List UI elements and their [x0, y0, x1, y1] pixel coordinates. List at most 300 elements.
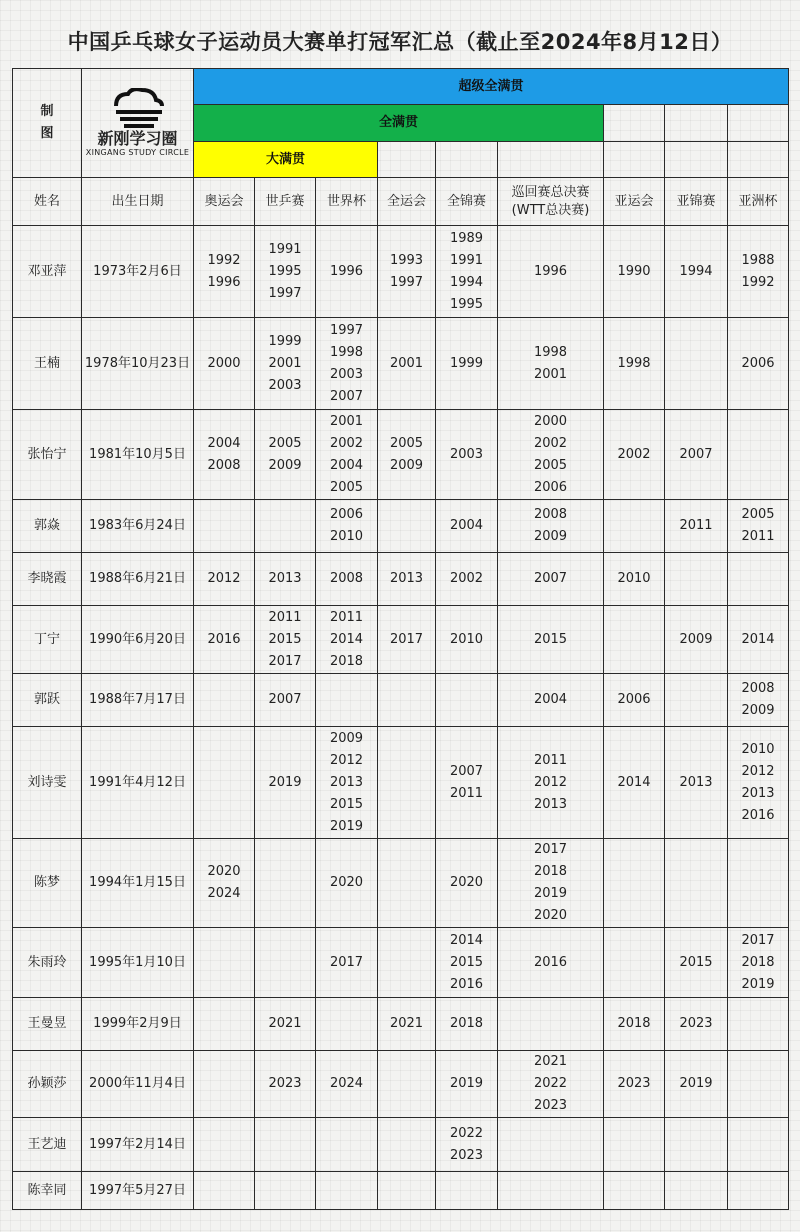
table-row: [13, 839, 789, 928]
title-years-cell: [255, 839, 316, 928]
title-years-cell: [665, 674, 728, 727]
title-years-cell: [436, 674, 498, 727]
title-year: 2010: [617, 571, 651, 586]
title-year: 2007: [679, 446, 713, 462]
title-years-cell: [604, 606, 665, 674]
title-year: 2005: [533, 457, 568, 473]
title-years-cell: [194, 553, 255, 606]
title-years-cell: [378, 1118, 436, 1172]
title-years-cell: [498, 674, 604, 727]
title-year: 1989: [449, 230, 484, 246]
title-year: 2007: [268, 692, 302, 707]
title-year: 2015: [679, 954, 713, 970]
title-year: 2017: [329, 954, 364, 970]
title-year: 2009: [679, 631, 713, 647]
title-year: 1997: [389, 274, 424, 290]
title-years-cell: [436, 318, 498, 410]
title-year: 2013: [679, 774, 713, 790]
title-year: 2011: [679, 518, 713, 533]
title-year: 2007: [329, 388, 364, 404]
table-row: [13, 606, 789, 674]
title-year: 2013: [268, 571, 302, 586]
title-years-cell: [498, 606, 604, 674]
title-year: 2013: [741, 785, 775, 801]
title-year: 2004: [449, 518, 484, 533]
title-years-cell: [436, 226, 498, 318]
header-event: 世界杯: [316, 178, 378, 226]
band-full-grand-slam: 全满贯: [194, 105, 604, 142]
title-years-cell: [378, 226, 436, 318]
title-years-cell: [255, 928, 316, 998]
title-year: 2008: [741, 681, 775, 696]
title-year: 2020: [329, 875, 364, 890]
title-year: 2011: [268, 609, 302, 625]
title-years-cell: [604, 928, 665, 998]
table-row: [13, 1118, 789, 1172]
title-year: 2018: [329, 653, 364, 669]
title-years-cell: [436, 727, 498, 839]
title-years-cell: [194, 500, 255, 553]
title-year: 2011: [741, 529, 775, 544]
title-year: 2005: [268, 435, 302, 451]
title-year: 1999: [268, 333, 302, 349]
title-years-cell: [378, 500, 436, 553]
title-year: 2023: [533, 1098, 568, 1113]
title-years-cell: [498, 500, 604, 553]
title-years-cell: [378, 553, 436, 606]
title-years-cell: [498, 727, 604, 839]
title-year: 2014: [741, 631, 775, 647]
table-row: [13, 727, 789, 839]
header-event: 世乒赛: [255, 178, 316, 226]
table-row: [13, 1172, 789, 1210]
title-year: 1993: [389, 252, 424, 268]
title-years-cell: [378, 318, 436, 410]
title-year: 2016: [741, 807, 775, 823]
title-year: 2017: [533, 842, 568, 857]
title-years-cell: [728, 318, 789, 410]
title-years-cell: [316, 674, 378, 727]
title-year: 2000: [207, 355, 241, 371]
title-years-cell: [604, 998, 665, 1051]
title-years-cell: [255, 318, 316, 410]
table-row: [13, 226, 789, 318]
title-year: 1991: [268, 241, 302, 257]
birth-date: 2000年11月4日: [82, 1051, 194, 1118]
title-years-cell: [436, 500, 498, 553]
title-years-cell: [194, 998, 255, 1051]
title-years-cell: [194, 1172, 255, 1210]
title-years-cell: [604, 226, 665, 318]
birth-date: 1978年10月23日: [82, 318, 194, 410]
title-years-cell: [194, 674, 255, 727]
player-name: 孙颖莎: [13, 1051, 82, 1118]
title-year: 2009: [741, 703, 775, 718]
title-years-cell: [728, 998, 789, 1051]
birth-date: 1999年2月9日: [82, 998, 194, 1051]
title-year: 2003: [268, 377, 302, 393]
player-name: 王曼昱: [13, 998, 82, 1051]
title-years-cell: [378, 727, 436, 839]
title-year: 2024: [207, 886, 241, 901]
title-year: 2008: [329, 571, 364, 586]
title-years-cell: [255, 500, 316, 553]
title-year: 2008: [533, 507, 568, 522]
player-name: 陈梦: [13, 839, 82, 928]
title-years-cell: [604, 553, 665, 606]
title-years-cell: [728, 410, 789, 500]
birth-date: 1991年4月12日: [82, 727, 194, 839]
birth-date: 1997年5月27日: [82, 1172, 194, 1210]
title-year: 2004: [533, 692, 568, 707]
header-birth: 出生日期: [82, 178, 194, 226]
title-years-cell: [378, 1051, 436, 1118]
title-year: 2012: [741, 763, 775, 779]
title-years-cell: [728, 727, 789, 839]
birth-date: 1988年6月21日: [82, 553, 194, 606]
title-years-cell: [498, 928, 604, 998]
title-year: 2015: [329, 796, 364, 812]
player-name: 郭跃: [13, 674, 82, 727]
title-year: 1998: [329, 344, 364, 360]
title-years-cell: [728, 839, 789, 928]
title-years-cell: [378, 410, 436, 500]
title-years-cell: [498, 410, 604, 500]
player-name: 刘诗雯: [13, 727, 82, 839]
title-years-cell: [436, 1051, 498, 1118]
title-years-cell: [316, 500, 378, 553]
title-year: 2023: [617, 1076, 651, 1091]
player-name: 张怡宁: [13, 410, 82, 500]
title-years-cell: [665, 318, 728, 410]
title-years-cell: [378, 998, 436, 1051]
title-years-cell: [194, 1118, 255, 1172]
title-year: 2021: [533, 1054, 568, 1069]
title-years-cell: [436, 410, 498, 500]
title-years-cell: [255, 674, 316, 727]
header-event: 全锦赛: [436, 178, 498, 226]
title-years-cell: [604, 727, 665, 839]
title-year: 2012: [533, 774, 568, 790]
title-years-cell: [255, 1172, 316, 1210]
title-years-cell: [194, 928, 255, 998]
title-years-cell: [255, 226, 316, 318]
title-year: 2024: [329, 1076, 364, 1091]
title-years-cell: [498, 226, 604, 318]
birth-date: 1973年2月6日: [82, 226, 194, 318]
title-years-cell: [728, 553, 789, 606]
title-years-cell: [255, 1051, 316, 1118]
title-years-cell: [194, 410, 255, 500]
title-years-cell: [316, 1051, 378, 1118]
title-year: 2001: [533, 366, 568, 382]
title-years-cell: [378, 839, 436, 928]
title-years-cell: [665, 1172, 728, 1210]
title-year: 2002: [449, 571, 484, 586]
header-event: 亚洲杯: [728, 178, 789, 226]
title-year: 2009: [268, 457, 302, 473]
title-year: 2003: [329, 366, 364, 382]
title-year: 2006: [329, 507, 364, 522]
title-year: 2017: [389, 631, 424, 647]
title-year: 2003: [449, 446, 484, 462]
title-years-cell: [436, 839, 498, 928]
title-year: 2011: [449, 785, 484, 801]
title-year: 2002: [617, 446, 651, 462]
title-year: 1994: [679, 263, 713, 279]
table-row: [13, 998, 789, 1051]
title-year: 2010: [329, 529, 364, 544]
title-year: 2022: [533, 1076, 568, 1091]
birth-date: 1995年1月10日: [82, 928, 194, 998]
title-years-cell: [316, 839, 378, 928]
title-years-cell: [728, 1051, 789, 1118]
header-event: 亚运会: [604, 178, 665, 226]
title-years-cell: [728, 674, 789, 727]
title-year: 2009: [533, 529, 568, 544]
title-years-cell: [255, 553, 316, 606]
player-name: 王艺迪: [13, 1118, 82, 1172]
title-year: 2017: [741, 932, 775, 948]
title-years-cell: [194, 606, 255, 674]
birth-date: 1983年6月24日: [82, 500, 194, 553]
title-year: 2021: [268, 1016, 302, 1031]
title-year: 2018: [449, 1016, 484, 1031]
title-year: 2019: [741, 976, 775, 992]
title-year: 2013: [533, 796, 568, 812]
title-year: 2001: [389, 355, 424, 371]
title-years-cell: [604, 674, 665, 727]
title-year: 1995: [449, 296, 484, 312]
title-years-cell: [316, 998, 378, 1051]
title-years-cell: [255, 998, 316, 1051]
title-years-cell: [665, 928, 728, 998]
title-years-cell: [604, 1172, 665, 1210]
birth-date: 1994年1月15日: [82, 839, 194, 928]
player-name: 陈幸同: [13, 1172, 82, 1210]
title-year: 2013: [389, 571, 424, 586]
logo-subtitle: XINGANG STUDY CIRCLE: [85, 148, 190, 157]
title-year: 2007: [533, 571, 568, 586]
logo: [82, 69, 194, 178]
title-year: 2016: [533, 954, 568, 970]
title-year: 1990: [617, 263, 651, 279]
title-years-cell: [728, 928, 789, 998]
title-year: 2016: [207, 631, 241, 647]
title-years-cell: [436, 928, 498, 998]
title-years-cell: [194, 727, 255, 839]
title-year: 2012: [207, 571, 241, 586]
title-year: 2015: [268, 631, 302, 647]
title-years-cell: [498, 839, 604, 928]
title-years-cell: [194, 318, 255, 410]
player-name: 王楠: [13, 318, 82, 410]
header-event-finals: 巡回赛总决赛 (WTT总决赛): [498, 178, 604, 226]
title-year: 2002: [329, 435, 364, 451]
table-row: [13, 674, 789, 727]
title-years-cell: [378, 1172, 436, 1210]
title-year: 1996: [207, 274, 241, 290]
title-years-cell: [665, 410, 728, 500]
title-year: 2016: [449, 976, 484, 992]
title-year: 1995: [268, 263, 302, 279]
title-year: 2014: [617, 774, 651, 790]
title-year: 2012: [329, 752, 364, 768]
title-years-cell: [436, 1118, 498, 1172]
title-years-cell: [604, 1051, 665, 1118]
title-year: 1997: [329, 322, 364, 338]
title-year: 2017: [268, 653, 302, 669]
header-event: 全运会: [378, 178, 436, 226]
title-years-cell: [728, 1118, 789, 1172]
title-year: 2000: [533, 413, 568, 429]
birth-date: 1990年6月20日: [82, 606, 194, 674]
title-year: 2010: [741, 741, 775, 757]
title-years-cell: [665, 226, 728, 318]
title-year: 2004: [329, 457, 364, 473]
title-year: 2023: [449, 1147, 484, 1163]
title-year: 2013: [329, 774, 364, 790]
title-year: 2020: [449, 875, 484, 890]
title-years-cell: [316, 928, 378, 998]
title-year: 2018: [533, 864, 568, 879]
title-year: 2002: [533, 435, 568, 451]
title-years-cell: [498, 1172, 604, 1210]
title-year: 2019: [679, 1076, 713, 1091]
title-year: 1988: [741, 252, 775, 268]
title-year: 2005: [741, 507, 775, 522]
title-years-cell: [255, 1118, 316, 1172]
title-years-cell: [316, 553, 378, 606]
logo-name: 新刚学习圈: [97, 129, 178, 148]
player-name: 郭焱: [13, 500, 82, 553]
title-years-cell: [316, 318, 378, 410]
title-years-cell: [316, 410, 378, 500]
table-row: [13, 928, 789, 998]
title-year: 2005: [329, 479, 364, 495]
title-year: 2011: [533, 752, 568, 768]
title-years-cell: [665, 606, 728, 674]
title-year: 1997: [268, 285, 302, 301]
title-year: 2007: [449, 763, 484, 779]
title-year: 2001: [329, 413, 364, 429]
title-year: 1998: [533, 344, 568, 360]
title-years-cell: [604, 500, 665, 553]
title-year: 2019: [329, 818, 364, 834]
title-years-cell: [665, 500, 728, 553]
cloud-logo-icon: [110, 88, 166, 128]
title-year: 1994: [449, 274, 484, 290]
title-years-cell: [378, 928, 436, 998]
title-years-cell: [498, 1051, 604, 1118]
title-year: 2008: [207, 457, 241, 473]
title-years-cell: [316, 1172, 378, 1210]
title-years-cell: [665, 1051, 728, 1118]
title-year: 2018: [741, 954, 775, 970]
title-years-cell: [665, 998, 728, 1051]
title-years-cell: [604, 318, 665, 410]
title-year: 2023: [679, 1016, 713, 1031]
title-year: 2023: [268, 1076, 302, 1091]
title-year: 2009: [389, 457, 424, 473]
birth-date: 1997年2月14日: [82, 1118, 194, 1172]
title-years-cell: [255, 606, 316, 674]
title-year: 1992: [207, 252, 241, 268]
title-year: 2009: [329, 730, 364, 746]
title-years-cell: [194, 1051, 255, 1118]
title-years-cell: [316, 226, 378, 318]
title-year: 1996: [329, 263, 364, 279]
title-years-cell: [604, 1118, 665, 1172]
title-year: 2014: [329, 631, 364, 647]
title-year: 2006: [741, 355, 775, 371]
band-super-grand-slam: 超级全满贯: [194, 69, 789, 105]
maker-label: 制 图: [13, 69, 82, 178]
title-years-cell: [665, 727, 728, 839]
table-row: [13, 553, 789, 606]
page-title: 中国乒乓球女子运动员大赛单打冠军汇总（截止至2024年8月12日）: [67, 30, 733, 54]
header-event: 亚锦赛: [665, 178, 728, 226]
title-years-cell: [378, 674, 436, 727]
title-years-cell: [728, 606, 789, 674]
title-year: 1999: [449, 355, 484, 371]
birth-date: 1981年10月5日: [82, 410, 194, 500]
table-row: [13, 1051, 789, 1118]
title-years-cell: [436, 1172, 498, 1210]
title-years-cell: [665, 553, 728, 606]
title-years-cell: [728, 500, 789, 553]
title-years-cell: [316, 1118, 378, 1172]
title-year: 2011: [329, 609, 364, 625]
title-year: 2001: [268, 355, 302, 371]
title-years-cell: [316, 606, 378, 674]
title-years-cell: [436, 998, 498, 1051]
title-year: 2022: [449, 1125, 484, 1141]
title-years-cell: [255, 727, 316, 839]
table-row: [13, 318, 789, 410]
player-name: 李晓霞: [13, 553, 82, 606]
header-row: [13, 178, 789, 226]
title-year: 1992: [741, 274, 775, 290]
title-years-cell: [665, 839, 728, 928]
title-years-cell: [498, 998, 604, 1051]
table-row: [13, 500, 789, 553]
table-row: [13, 410, 789, 500]
title-years-cell: [498, 1118, 604, 1172]
title-years-cell: [194, 839, 255, 928]
title-years-cell: [728, 1172, 789, 1210]
title-years-cell: [194, 226, 255, 318]
header-name: 姓名: [13, 178, 82, 226]
band-grand-slam: 大满贯: [194, 142, 378, 178]
birth-date: 1988年7月17日: [82, 674, 194, 727]
title-year: 2014: [449, 932, 484, 948]
title-year: 2018: [617, 1016, 651, 1031]
title-year: 2010: [449, 631, 484, 647]
title-year: 2019: [533, 886, 568, 901]
title-years-cell: [436, 606, 498, 674]
title-years-cell: [316, 727, 378, 839]
title-year: 2015: [533, 631, 568, 647]
title-years-cell: [498, 318, 604, 410]
player-name: 丁宁: [13, 606, 82, 674]
title-year: 1996: [533, 263, 568, 279]
title-year: 2020: [207, 864, 241, 879]
title-years-cell: [604, 410, 665, 500]
title-years-cell: [436, 553, 498, 606]
title-year: 2006: [617, 692, 651, 707]
title-year: 2019: [268, 774, 302, 790]
